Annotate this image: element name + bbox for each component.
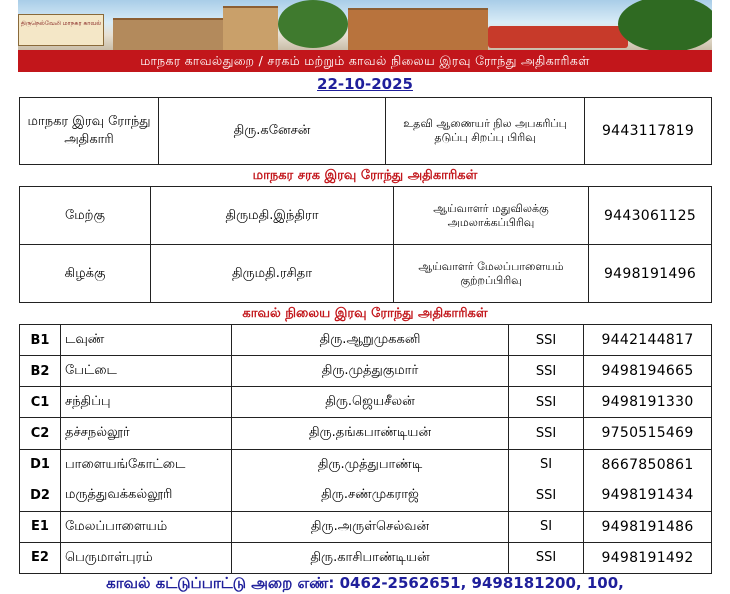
report-date: 22-10-2025 — [317, 75, 413, 93]
table-row — [20, 480, 712, 511]
range-officers-table — [19, 186, 712, 303]
officer-phone: 8667850861 — [584, 449, 712, 480]
bus-illustration — [488, 26, 628, 48]
officer-name: திரு.ஆறுமுககனி — [232, 325, 509, 356]
officer-rank: SSI — [509, 356, 584, 387]
table-row — [20, 387, 712, 418]
table-row — [20, 542, 712, 573]
tree-illustration — [278, 0, 348, 48]
station-code: C2 — [20, 418, 61, 449]
officer-designation: ஆய்வாளர் மதுவிலக்கு அமலாக்கப்பிரிவு — [394, 187, 589, 245]
city-officer-table — [19, 97, 712, 165]
officer-name: திருமதி.இந்திரா — [151, 187, 394, 245]
station-name: பாளையங்கோட்டை — [61, 449, 232, 480]
range-cell: மேற்கு — [20, 187, 151, 245]
officer-phone: 9443061125 — [589, 187, 712, 245]
officer-phone: 9443117819 — [585, 98, 712, 165]
officer-phone: 9498191486 — [584, 511, 712, 542]
station-name: மேலப்பாளையம் — [61, 511, 232, 542]
station-code: B1 — [20, 325, 61, 356]
officer-phone: 9498191434 — [584, 480, 712, 511]
range-section-title: மாநகர சரக இரவு ரோந்து அதிகாரிகள் — [252, 168, 478, 183]
officer-phone: 9750515469 — [584, 418, 712, 449]
station-name: சந்திப்பு — [61, 387, 232, 418]
officer-name: திரு.முத்துகுமார் — [232, 356, 509, 387]
officer-rank: SI — [509, 449, 584, 480]
department-logo: திருநெல்வேலி மாநகர காவல் — [18, 14, 104, 46]
station-officers-table — [19, 324, 712, 574]
temple-illustration — [348, 8, 488, 50]
officer-name: திரு.கனேசன் — [159, 98, 386, 165]
control-room-footer: காவல் கட்டுப்பாட்டு அறை எண்: 0462-2562651, 9498181200, 100, — [106, 574, 624, 592]
officer-rank: SSI — [509, 325, 584, 356]
officer-rank: SSI — [509, 480, 584, 511]
header-banner — [18, 0, 712, 50]
officer-phone: 9498191330 — [584, 387, 712, 418]
officer-name: திரு.தங்கபாண்டியன் — [232, 418, 509, 449]
range-cell: கிழக்கு — [20, 245, 151, 303]
table-row — [20, 245, 712, 303]
officer-rank: SSI — [509, 387, 584, 418]
officer-designation: உதவி ஆணையர் நில அபகரிப்பு தடுப்பு சிறப்பு பிரிவு — [386, 98, 585, 165]
officer-designation: ஆய்வாளர் மேலப்பாளையம் குற்றப்பிரிவு — [394, 245, 589, 303]
officer-rank: SSI — [509, 542, 584, 573]
station-name: தச்சநல்லூர் — [61, 418, 232, 449]
role-cell: மாநகர இரவு ரோந்து அதிகாரி — [20, 98, 159, 165]
officer-phone: 9498194665 — [584, 356, 712, 387]
station-code: D2 — [20, 480, 61, 511]
officer-phone: 9498191492 — [584, 542, 712, 573]
table-row — [20, 511, 712, 542]
officer-name: திரு.அருள்செல்வன் — [232, 511, 509, 542]
tree-illustration — [618, 0, 712, 50]
station-name: பெருமாள்புரம் — [61, 542, 232, 573]
officer-name: திரு.காசிபாண்டியன் — [232, 542, 509, 573]
station-code: D1 — [20, 449, 61, 480]
table-row — [20, 187, 712, 245]
tower-illustration — [223, 6, 278, 50]
table-row — [20, 356, 712, 387]
station-code: E1 — [20, 511, 61, 542]
officer-name: திரு.முத்துபாண்டி — [232, 449, 509, 480]
officer-rank: SI — [509, 511, 584, 542]
station-name: பேட்டை — [61, 356, 232, 387]
officer-phone: 9442144817 — [584, 325, 712, 356]
officer-name: திரு.சண்முகராஜ் — [232, 480, 509, 511]
page-title: மாநகர காவல்துறை / சரகம் மற்றும் காவல் நிலைய இரவு ரோந்து அதிகாரிகள் — [18, 50, 712, 72]
table-row — [20, 325, 712, 356]
table-row — [20, 449, 712, 480]
station-section-title: காவல் நிலைய இரவு ரோந்து அதிகாரிகள் — [242, 306, 488, 321]
station-code: C1 — [20, 387, 61, 418]
officer-name: திரு.ஜெயசீலன் — [232, 387, 509, 418]
officer-phone: 9498191496 — [589, 245, 712, 303]
station-name: மருத்துவக்கல்லூரி — [61, 480, 232, 511]
station-name: டவுண் — [61, 325, 232, 356]
officer-name: திருமதி.ரசிதா — [151, 245, 394, 303]
station-code: E2 — [20, 542, 61, 573]
officer-rank: SSI — [509, 418, 584, 449]
table-row — [20, 418, 712, 449]
station-code: B2 — [20, 356, 61, 387]
